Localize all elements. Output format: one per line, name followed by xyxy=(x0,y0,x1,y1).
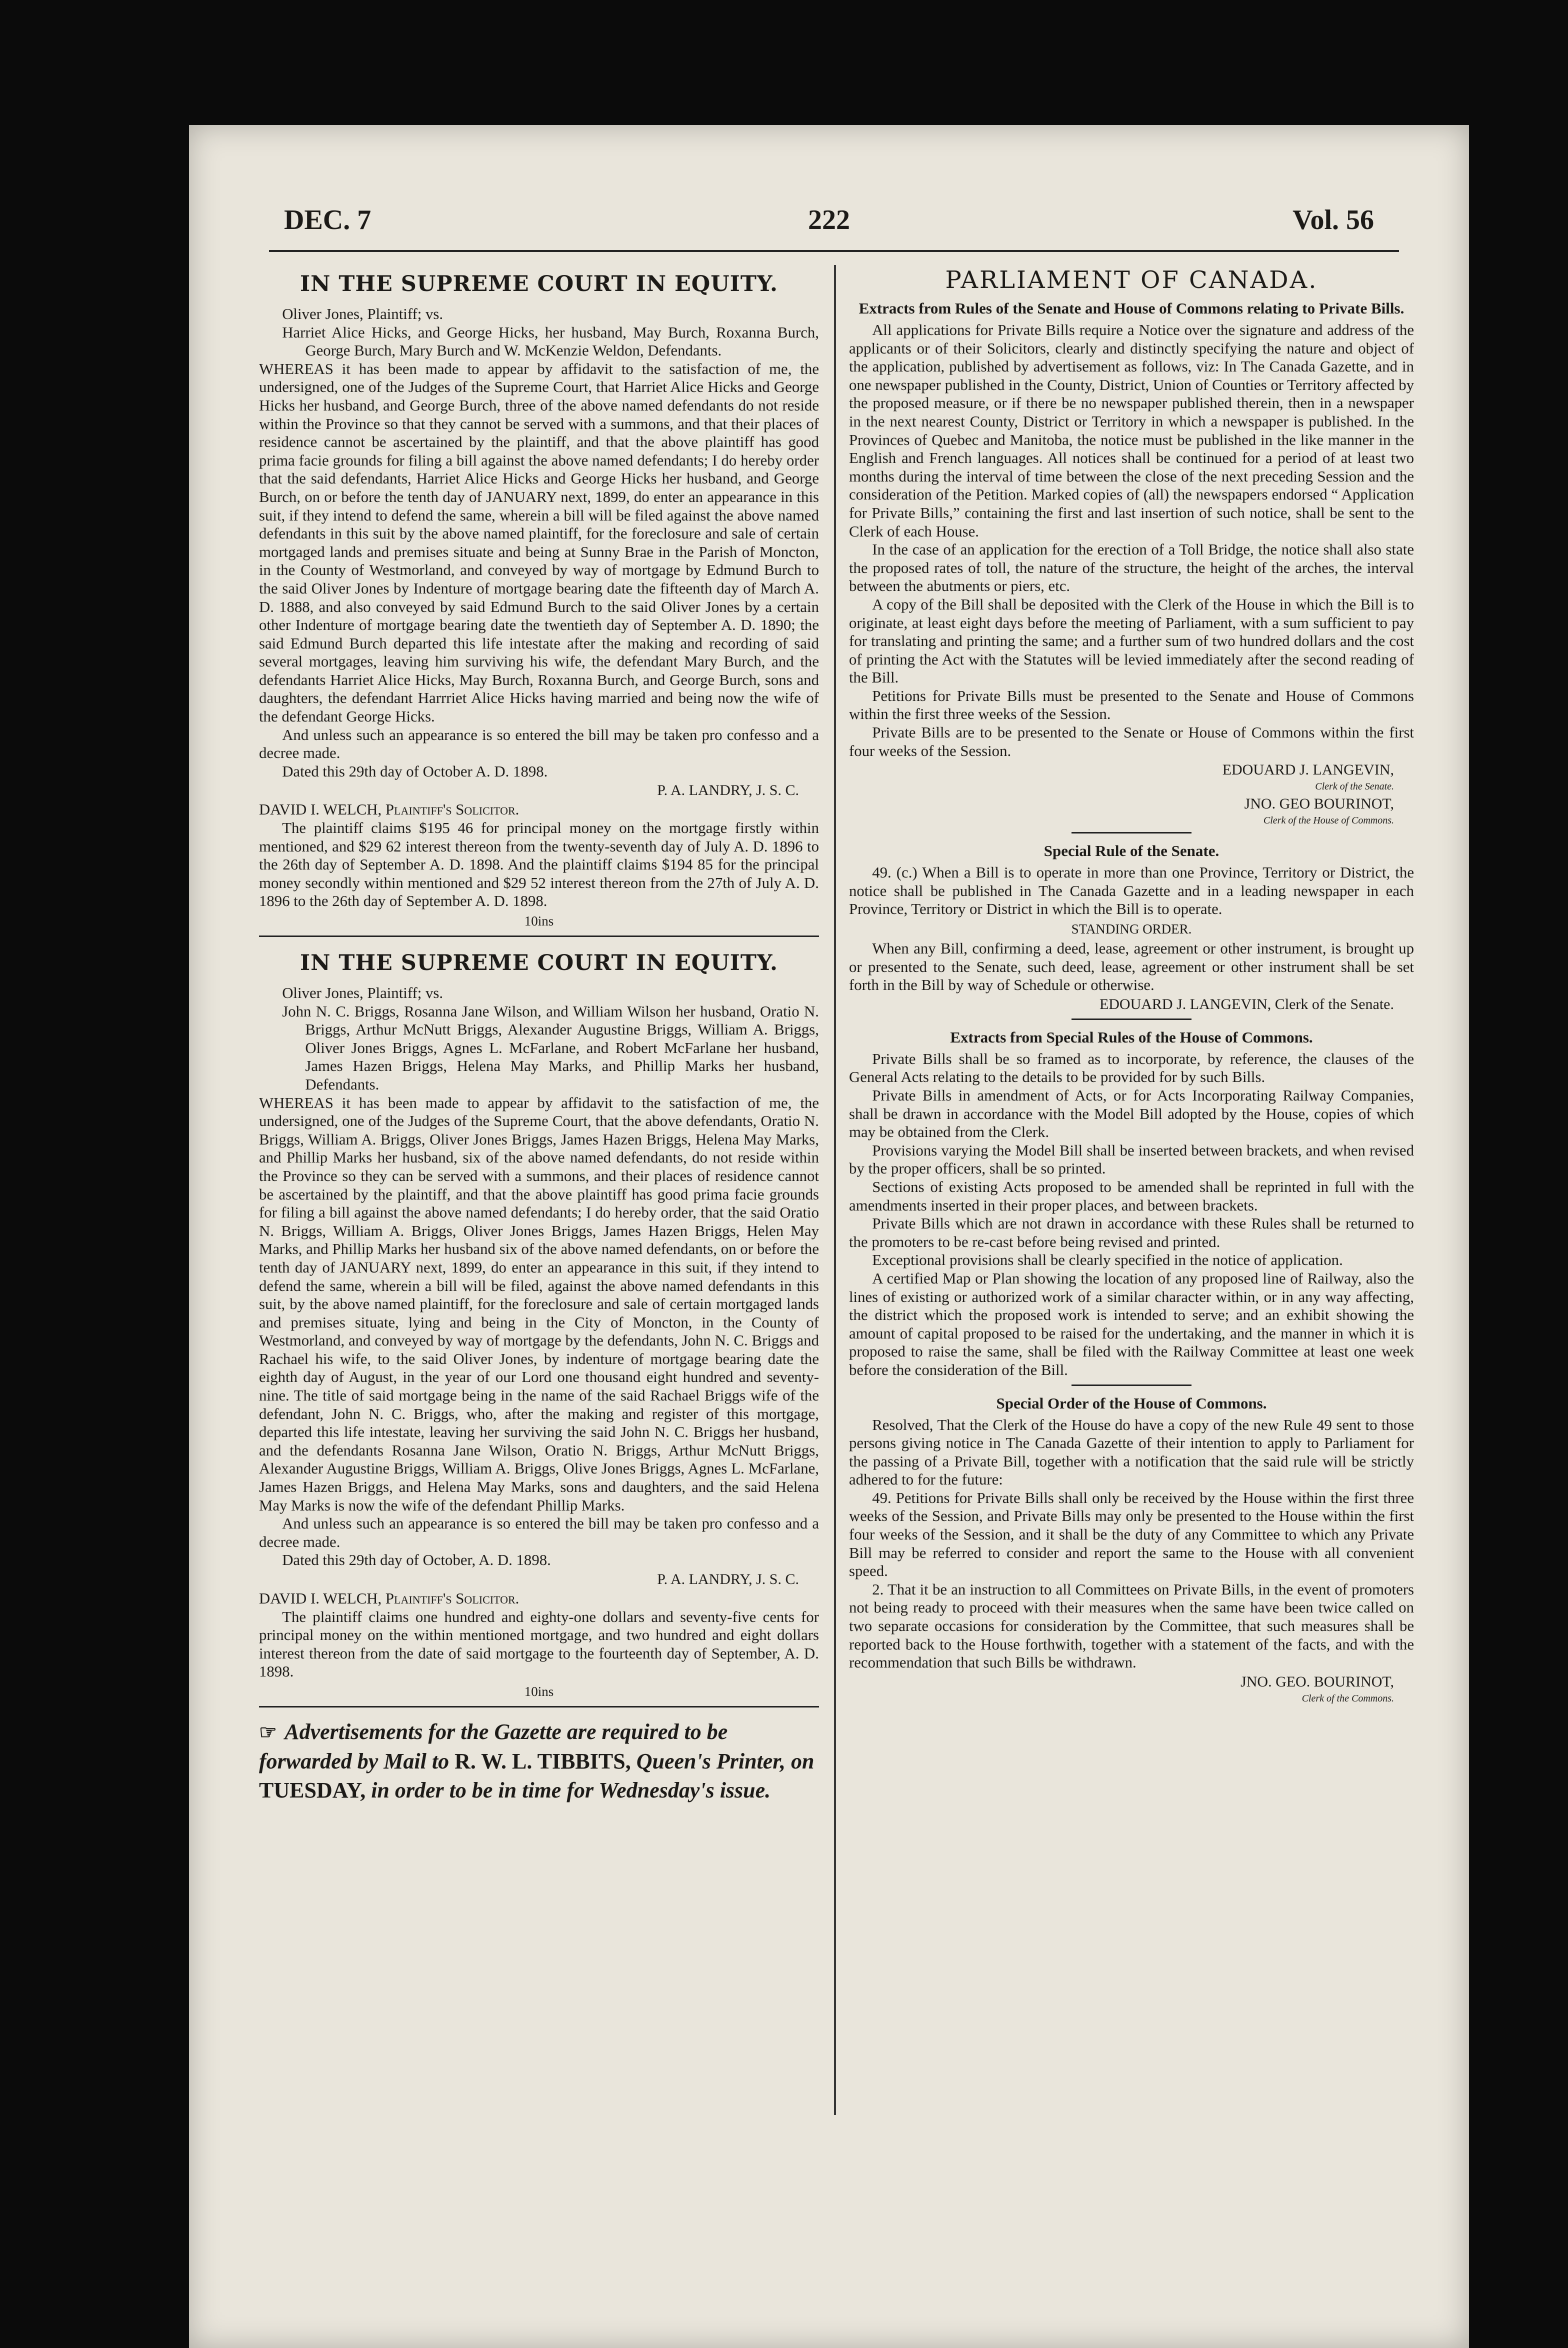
standing-order-heading: STANDING ORDER. xyxy=(1071,922,1192,937)
extracts-commons-title: Extracts from Special Rules of the House of Commons. xyxy=(950,1028,1313,1046)
equity-notice-2-solicitor: DAVID I. WELCH, Plaintiff's Solicitor. xyxy=(259,1590,520,1607)
section-rule xyxy=(259,936,819,937)
rule-2-paragraph: 2. That it be an instruction to all Committees on Private Bills, in the event of promoters not being ready to proceed with their measures when the same have been twice called on two separate occasions for consideration by the Committee, that such measures shall be reported back to the House forthwith, together with a statement of the facts, and with the recommendation that such Bills be withdrawn. xyxy=(849,1580,1414,1672)
equity-notice-1-dated: Dated this 29th day of October A. D. 1898. xyxy=(282,762,548,780)
rules-paragraph-4: Petitions for Private Bills must be presented to the Senate and House of Commons within the first three weeks of the Session. xyxy=(849,687,1414,723)
header-volume: Vol. 56 xyxy=(1292,204,1374,236)
short-rule xyxy=(1072,1384,1192,1386)
notice-text-1: Advertisements for the Gazette are required to be forwarded by Mail to xyxy=(259,1719,728,1774)
equity-notice-1-insertions: 10ins xyxy=(524,914,554,928)
column-divider xyxy=(834,265,836,2115)
equity-notice-2-claims: The plaintiff claims one hundred and eighty-one dollars and seventy-five cents for principal money on the within mentioned mortgage, and two hundred and eight dollars interest thereon from the date of said mortgage to the fourteenth day of September, A. D. 1898. xyxy=(259,1608,819,1680)
commons-clause-2: Private Bills in amendment of Acts, or for Acts Incorporating Railway Companies, shall be drawn in accordance with the Model Bill adopted by the House, copies of which may be obtained from the Clerk. xyxy=(849,1087,1414,1141)
commons-clause-3: Provisions varying the Model Bill shall be inserted between brackets, and when revised by the proper officers, shall be so printed. xyxy=(849,1142,1414,1178)
notice-printer-name: R. W. L. TIBBITS, xyxy=(454,1748,631,1774)
short-rule xyxy=(1072,832,1192,834)
notice-day: TUESDAY, xyxy=(259,1778,366,1802)
senate-rule-49c: 49. (c.) When a Bill is to operate in more than one Province, Territory or District, the notice shall be published in The Canada Gazette and in a leading newspaper in each Province, Territory or District in which the Bill is to operate. xyxy=(849,864,1414,918)
equity-notice-1-body: WHEREAS it has been made to appear by affidavit to the satisfaction of me, the undersigned, one of the Judges of the Supreme Court, that Harriet Alice Hicks and George Hicks her husband, and George Burch, three of the above named defendants do not reside within the Province so that they cannot be served with a summons, and that their places of residence cannot be ascertained by the plaintiff, and that the above plaintiff has good prima facie grounds for filing a bill against the above named defendants; I do hereby order that the said defendants, Harriet Alice Hicks and George Hicks her husband, and George Burch, on or before the tenth day of JANUARY next, 1899, do enter an appearance in this suit, if they intend to defend the same, wherein a bill will be filed against the above named defendants in this suit by the above named plaintiff, for the foreclosure and sale of certain mortgaged lands and premises situate and being at Sunny Brae in the Parish of Moncton, in the County of Westmorland, and conveyed by way of mortgage by Edmund Burch to the said Oliver Jones by Indenture of mortgage bearing date the fifteenth day of March A. D. 1888, and also conveyed by said Edmund Burch to the said Oliver Jones by a certain other Indenture of mortgage bearing date the twentieth day of September A. D. 1890; the said Edmund Burch departed this life intestate after the making and recording of said several mortgages, leaving him surviving his wife, the defendant Mary Burch, and the defendants Harriet Alice Hicks, May Burch, Roxanna Burch, and George Burch, sons and daughters, the defendant Harrriet Alice Hicks having married and being now the wife of the defendant George Hicks. xyxy=(259,360,819,726)
rule-49-paragraph: 49. Petitions for Private Bills shall only be received by the House within the first three weeks of the Session, and Private Bills may only be presented to the House within the first four weeks of the Session, and it shall be the duty of any Committee to which any Private Bill may be referred to consider and report the same to the House with all convenient speed. xyxy=(849,1489,1414,1580)
signature-commons-clerk: JNO. GEO BOURINOT, xyxy=(1244,796,1394,812)
commons-clause-4: Sections of existing Acts proposed to be amended shall be reprinted in full with the amendments inserted in their proper places, and between brackets. xyxy=(849,1178,1414,1214)
equity-notice-1-title: IN THE SUPREME COURT IN EQUITY. xyxy=(300,272,778,296)
notice-text-3: in order to be in time for Wednesday's issue. xyxy=(371,1778,771,1802)
equity-notice-2-title: IN THE SUPREME COURT IN EQUITY. xyxy=(300,950,778,976)
resolved-paragraph: Resolved, That the Clerk of the House do have a copy of the new Rule 49 sent to those persons giving notice in The Canada Gazette of their intention to apply to Parliament for the passing of a Private Bill, together with a notification that the said rule will be strictly adhered to for the future: xyxy=(849,1416,1414,1488)
notice-text-2: Queen's Printer, on xyxy=(636,1748,814,1774)
gazette-mailing-notice xyxy=(259,1718,819,1805)
equity-notice-2-unless: And unless such an appearance is so entered the bill may be taken pro confesso and a decree made. xyxy=(259,1515,819,1550)
header-page-number: 222 xyxy=(808,204,850,236)
equity-notice-1-judge: P. A. LANDRY, J. S. C. xyxy=(657,782,799,799)
equity-notice-2-dated: Dated this 29th day of October, A. D. 1898. xyxy=(282,1552,551,1569)
signature-senate-clerk-2: EDOUARD J. LANGEVIN, Clerk of the Senate. xyxy=(1099,996,1394,1012)
equity-notice-2-insertions: 10ins xyxy=(524,1684,554,1699)
gazette-page xyxy=(189,125,1469,2348)
special-order-title: Special Order of the House of Commons. xyxy=(996,1394,1267,1412)
signature-commons-clerk-2-title: Clerk of the Commons. xyxy=(1302,1692,1394,1704)
short-rule xyxy=(1072,1018,1192,1020)
commons-clause-7: A certified Map or Plan showing the location of any proposed line of Railway, also the lines of existing or authorized work of a similar character within, or in any way affecting, the district which the proposed work is intended to serve; and an exhibit showing the amount of capital proposed to be raised for the undertaking, and the manner in which it is proposed to raise the same, shall be filed with the Railway Committee at least one week before the consideration of the Bill. xyxy=(849,1270,1414,1378)
header-date: DEC. 7 xyxy=(284,204,372,236)
signature-senate-clerk: EDOUARD J. LANGEVIN, xyxy=(1222,762,1394,778)
rules-paragraph-3: A copy of the Bill shall be deposited with the Clerk of the House in which the Bill is to originate, at least eight days before the meeting of Parliament, with a sum sufficient to pay for translating and printing the same; and a further sum of two hundred dollars and the cost of printing the Act with the Statutes will be levied immediately after the second reading of the Bill. xyxy=(849,596,1414,686)
commons-clause-6: Exceptional provisions shall be clearly specified in the notice of application. xyxy=(872,1252,1343,1269)
equity-notice-2-body: WHEREAS it has been made to appear by affidavit to the satisfaction of me, the undersigned, one of the Judges of the Supreme Court, that the above defendants, Oratio N. Briggs, William A. Briggs, Oliver Jones Briggs, James Hazen Briggs, Helena May Marks, and Phillip Marks her husband, six of the above named defendants, do not reside within the Province so they can be served with a summons, and their places of residence cannot be ascertained by the plaintiff, and that the above plaintiff has good prima facie grounds for filing a bill against the above named defendants; I do hereby order, that the said Oratio N. Briggs, William A. Briggs, Oliver Jones Briggs, James Hazen Briggs, Helen May Marks, and Phillip Marks her husband six of the above named defendants, on or before the tenth day of JANUARY next, 1899, do enter an appearance in this suit, if they intend to defend the same, wherein a bill will be filed, against the above named defendants in this suit, by the above named plaintiff, for the foreclosure and sale of certain mortgaged lands and premises situate, lying and being in the City of Moncton, in the County of Westmorland, and conveyed by way of mortgage by the defendants, John N. C. Briggs and Rachael his wife, to the said Oliver Jones, by indenture of mortgage bearing date the eighth day of August, in the year of our Lord one thousand eight hundred and seventy-nine. The title of said mortgage being in the name of the said Rachael Briggs wife of the defendant, John N. C. Briggs, who, after the making and register of this mortgage, departed this life intestate, leaving her surviving the said John N. C. Briggs her husband, and the defendants Rosanna Jane Wilson, Oratio N. Briggs, Arthur McNutt Briggs, Alexander Augustine Briggs, William A. Briggs, Olive Jones Briggs, Agnes L. McFarlane, James Hazen Briggs, and Helena May Marks, sons and daughters, and the said Helena May Marks is now the wife of the defendant Phillip Marks. xyxy=(259,1094,819,1514)
equity-notice-1-unless: And unless such an appearance is so entered the bill may be taken pro confesso and a decree made. xyxy=(259,726,819,762)
header-rule xyxy=(269,250,1399,252)
signature-commons-clerk-2: JNO. GEO. BOURINOT, xyxy=(1240,1673,1394,1690)
rules-paragraph-5: Private Bills are to be presented to the Senate or House of Commons within the first four weeks of the Session. xyxy=(849,724,1414,760)
right-column xyxy=(849,265,1414,2065)
equity-notice-2-plaintiff: Oliver Jones, Plaintiff; vs. xyxy=(282,984,444,1002)
equity-notice-1-plaintiff: Oliver Jones, Plaintiff; vs. xyxy=(282,306,444,322)
commons-clause-1: Private Bills shall be so framed as to incorporate, by reference, the clauses of the General Acts relating to the details to be provided for by such Bills. xyxy=(849,1050,1414,1086)
special-rule-senate-title: Special Rule of the Senate. xyxy=(1044,842,1220,860)
equity-notice-2-defendants: John N. C. Briggs, Rosanna Jane Wilson, and William Wilson her husband, Oratio N. Briggs, Arthur McNutt Briggs, Alexander Augustine Briggs, William A. Briggs, Oliver Jones Briggs, Agnes L. McFarlane, and Robert McFarlane her husband, James Hazen Briggs, Helena May Marks, and Phillip Marks her husband, Defendants. xyxy=(282,1002,819,1093)
signature-commons-clerk-title: Clerk of the House of Commons. xyxy=(1263,815,1394,826)
rules-paragraph-2: In the case of an application for the erection of a Toll Bridge, the notice shall also state the proposed rates of toll, the nature of the structure, the height of the arches, the interval between the abutments or piers, etc. xyxy=(849,541,1414,595)
extracts-rules-title: Extracts from Rules of the Senate and House of Commons relating to Private Bills. xyxy=(858,300,1404,317)
standing-order-text: When any Bill, confirming a deed, lease, agreement or other instrument, is brought up or presented to the Senate, such deed, lease, agreement or other instrument shall be set forth in the Bill by way of Schedule or otherwise. xyxy=(849,940,1414,994)
pointing-hand-icon: ☞ xyxy=(259,1720,277,1744)
equity-notice-1-defendants: Harriet Alice Hicks, and George Hicks, her husband, May Burch, Roxanna Burch, George Burch, Mary Burch and W. McKenzie Weldon, Defendants. xyxy=(282,324,819,360)
left-column xyxy=(259,265,819,2085)
parliament-title: PARLIAMENT OF CANADA. xyxy=(945,266,1318,294)
equity-notice-1-claims: The plaintiff claims $195 46 for principal money on the mortgage firstly within mentioned, and $29 62 interest thereon from the twenty-seventh day of July A. D. 1896 to the 26th day of September A. D. 1898. And the plaintiff claims $194 85 for the principal money secondly within mentioned and $29 52 interest thereon from the 27th of July A. D. 1896 to the 26th day of September A. D. 1898. xyxy=(259,820,819,910)
equity-notice-2-judge: P. A. LANDRY, J. S. C. xyxy=(657,1571,799,1588)
commons-clause-5: Private Bills which are not drawn in accordance with these Rules shall be returned to the promoters to be re-cast before being revised and printed. xyxy=(849,1215,1414,1250)
equity-notice-1-solicitor: DAVID I. WELCH, Plaintiff's Solicitor. xyxy=(259,801,520,818)
section-rule xyxy=(259,1706,819,1708)
page-header xyxy=(284,200,1374,240)
rules-paragraph-1: All applications for Private Bills require a Notice over the signature and address of the applicants or of their Solicitors, clearly and distinctly specifying the nature and object of the application, published by advertisement as follows, viz: In The Canada Gazette, and in one newspaper published in the County, District, Union of Counties or Territory affected by the proposed measure, or if there be no newspaper published therein, then in a newspaper in the next nearest County, District or Territory in which a newspaper is published. In the Provinces of Quebec and Manitoba, the notice must be published in the like manner in the English and French languages. All notices shall be continued for a period of at least two months during the interval of time between the close of the next preceding Session and the consideration of the Petition. Marked copies of (all) the newspapers endorsed “ Application for Private Bills,” containing the first and last insertion of such notice, shall be sent to the Clerk of each House. xyxy=(849,322,1414,540)
signature-senate-clerk-title: Clerk of the Senate. xyxy=(1315,781,1394,792)
